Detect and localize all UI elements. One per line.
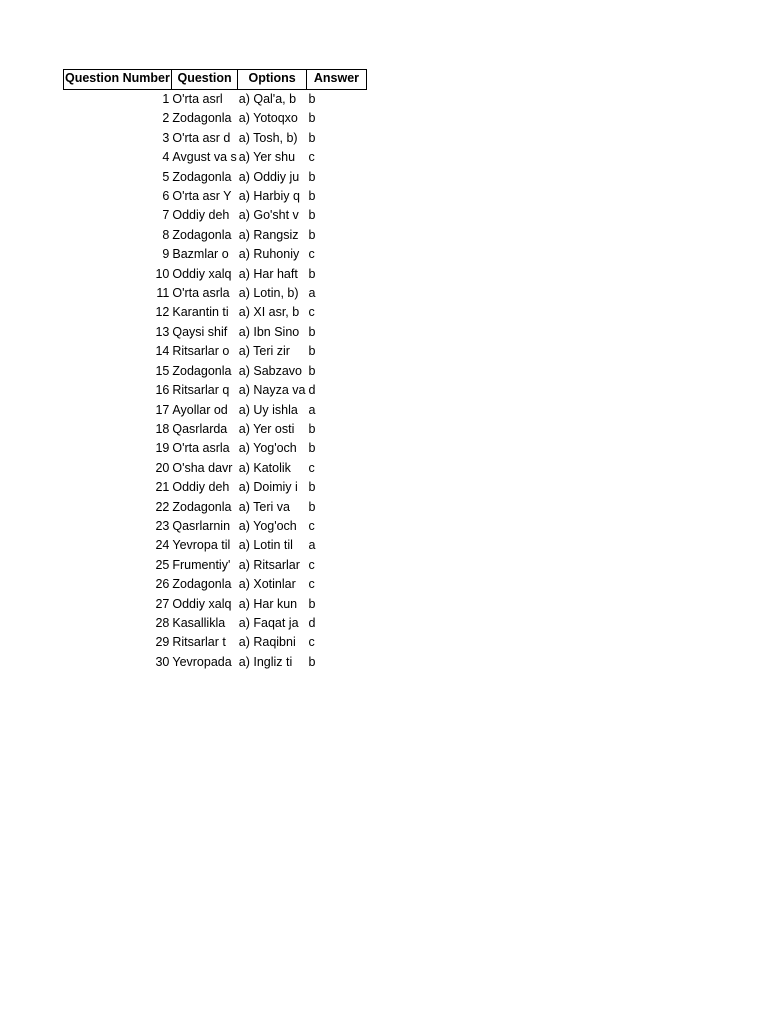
question-number-cell[interactable]: 17 [155, 402, 170, 417]
table-row [64, 284, 367, 303]
answer-cell[interactable]: a [308, 538, 316, 553]
answer-cell[interactable]: c [308, 635, 315, 650]
answer-cell[interactable]: b [308, 130, 316, 145]
header-question[interactable]: Question [171, 70, 237, 90]
question-cell[interactable]: Bazmlar o [172, 247, 229, 262]
table-row [64, 614, 367, 633]
question-number-cell[interactable]: 27 [155, 596, 170, 611]
options-cell[interactable]: a) Ibn Sino [238, 324, 300, 339]
question-cell[interactable]: Ayollar od [172, 402, 228, 417]
question-cell[interactable]: Frumentiy' [172, 557, 231, 572]
question-cell[interactable]: Kasallikla [172, 615, 226, 630]
table-row [64, 168, 367, 187]
table-row [64, 148, 367, 167]
header-answer[interactable]: Answer [306, 70, 366, 90]
options-cell[interactable]: a) Faqat ja [238, 615, 299, 630]
table-row [64, 342, 367, 361]
question-number-cell[interactable]: 23 [155, 518, 170, 533]
answer-cell[interactable]: c [308, 305, 315, 320]
table-row [64, 206, 367, 225]
table-row [64, 401, 367, 420]
question-number-cell[interactable]: 15 [155, 363, 170, 378]
answer-cell[interactable]: c [308, 150, 315, 165]
options-cell[interactable]: a) Doimiy i [238, 480, 298, 495]
table-row [64, 420, 367, 439]
question-number-cell[interactable]: 28 [155, 615, 170, 630]
question-number-cell[interactable]: 6 [162, 189, 170, 204]
table-row [64, 575, 367, 594]
question-number-cell[interactable]: 3 [162, 130, 170, 145]
question-cell[interactable]: O'rta asr d [172, 130, 231, 145]
answer-cell[interactable]: b [308, 596, 316, 611]
answer-cell[interactable]: b [308, 480, 316, 495]
table-row [64, 478, 367, 497]
table-row [64, 303, 367, 322]
answer-cell[interactable]: b [308, 363, 316, 378]
question-cell[interactable]: Yevropa til [172, 538, 231, 553]
answer-cell[interactable]: b [308, 169, 316, 184]
table-row [64, 245, 367, 264]
question-number-cell[interactable]: 4 [162, 150, 170, 165]
options-cell[interactable]: a) Sabzavo [238, 363, 302, 378]
question-cell[interactable]: Oddiy deh [172, 208, 230, 223]
question-cell[interactable]: Zodagonla [172, 577, 232, 592]
question-cell[interactable]: Ritsarlar o [172, 344, 230, 359]
answer-cell[interactable]: b [308, 421, 316, 436]
header-row [64, 70, 367, 90]
options-cell[interactable]: a) Tosh, b) [238, 130, 298, 145]
options-cell[interactable]: a) Yog'och [238, 441, 297, 456]
question-cell[interactable]: Zodagonla [172, 363, 232, 378]
answer-cell[interactable]: b [308, 324, 316, 339]
options-cell[interactable]: a) Har kun [238, 596, 298, 611]
question-number-cell[interactable]: 5 [162, 169, 170, 184]
question-cell[interactable]: O'rta asrla [172, 286, 230, 301]
options-cell[interactable]: a) Har haft [238, 266, 298, 281]
options-cell[interactable]: a) Yer shu [238, 150, 296, 165]
table-row [64, 323, 367, 342]
table-row [64, 595, 367, 614]
question-cell[interactable]: O'rta asr Y [172, 189, 232, 204]
question-number-cell[interactable]: 2 [162, 111, 170, 126]
question-number-cell[interactable]: 12 [155, 305, 170, 320]
answer-cell[interactable]: d [308, 615, 316, 630]
table-row [64, 459, 367, 478]
answer-cell[interactable]: b [308, 441, 316, 456]
options-cell[interactable]: a) Katolik [238, 460, 291, 475]
answer-cell[interactable]: d [308, 383, 316, 398]
question-number-cell[interactable]: 24 [155, 538, 170, 553]
answer-cell[interactable]: b [308, 499, 316, 514]
question-cell[interactable]: Zodagonla [172, 499, 232, 514]
question-number-cell[interactable]: 13 [155, 324, 170, 339]
question-cell[interactable]: Ritsarlar t [172, 635, 226, 650]
question-cell[interactable]: Oddiy xalq [172, 596, 232, 611]
question-number-cell[interactable]: 7 [162, 208, 170, 223]
options-cell[interactable]: a) Rangsiz [238, 227, 299, 242]
answer-cell[interactable]: a [308, 286, 316, 301]
question-cell[interactable]: Qasrlarnin [172, 518, 231, 533]
options-cell[interactable]: a) Harbiy q [238, 189, 300, 204]
table-row [64, 381, 367, 400]
table-row [64, 362, 367, 381]
question-cell[interactable]: Zodagonla [172, 227, 232, 242]
question-cell[interactable]: Qasrlarda [172, 421, 228, 436]
table-row [64, 498, 367, 517]
question-cell[interactable]: O'sha davr [172, 460, 233, 475]
options-cell[interactable]: a) XI asr, b [238, 305, 300, 320]
options-cell[interactable]: a) Ingliz ti [238, 654, 293, 669]
question-number-cell[interactable]: 14 [155, 344, 170, 359]
table-row [64, 556, 367, 575]
table-row [64, 187, 367, 206]
question-cell[interactable]: Ritsarlar q [172, 383, 230, 398]
options-cell[interactable]: a) Lotin, b) [238, 286, 299, 301]
table-row [64, 265, 367, 284]
answer-cell[interactable]: b [308, 654, 316, 669]
answer-cell[interactable]: b [308, 111, 316, 126]
options-cell[interactable]: a) Go'sht v [238, 208, 299, 223]
question-cell[interactable]: O'rta asrla [172, 441, 230, 456]
table-row [64, 109, 367, 128]
answer-cell[interactable]: c [308, 577, 315, 592]
header-options[interactable]: Options [238, 70, 307, 90]
options-cell[interactable]: a) Oddiy ju [238, 169, 300, 184]
table-row [64, 439, 367, 458]
header-question-number[interactable]: Question Number [64, 70, 172, 90]
question-number-cell[interactable]: 21 [155, 480, 170, 495]
question-cell[interactable]: Oddiy deh [172, 480, 230, 495]
answer-cell[interactable]: c [308, 247, 315, 262]
question-number-cell[interactable]: 9 [162, 247, 170, 262]
table-row [64, 129, 367, 148]
answer-cell[interactable]: b [308, 227, 316, 242]
question-cell[interactable]: Yevropada [172, 654, 232, 669]
question-number-cell[interactable]: 29 [155, 635, 170, 650]
question-cell[interactable]: Zodagonla [172, 111, 232, 126]
question-number-cell[interactable]: 19 [155, 441, 170, 456]
options-cell[interactable]: a) Teri va [238, 499, 290, 514]
question-cell[interactable]: Oddiy xalq [172, 266, 232, 281]
options-cell[interactable]: a) Nayza va [238, 383, 306, 398]
options-cell[interactable]: a) Yer osti [238, 421, 295, 436]
options-cell[interactable]: a) Ritsarlar [238, 557, 300, 572]
options-cell[interactable]: a) Uy ishla [238, 402, 298, 417]
answer-cell[interactable]: b [308, 189, 316, 204]
options-cell[interactable]: a) Teri zir [238, 344, 290, 359]
question-number-cell[interactable]: 11 [156, 286, 170, 301]
question-number-cell[interactable]: 1 [162, 92, 170, 106]
question-number-cell[interactable]: 16 [155, 383, 170, 398]
question-cell[interactable]: Zodagonla [172, 169, 232, 184]
answer-cell[interactable]: b [308, 92, 316, 106]
question-number-cell[interactable]: 18 [155, 421, 170, 436]
question-number-cell[interactable]: 20 [155, 460, 170, 475]
answer-cell[interactable]: b [308, 266, 316, 281]
options-cell[interactable]: a) Qal'a, b [238, 92, 297, 106]
answer-cell[interactable]: c [308, 460, 315, 475]
answer-cell[interactable]: b [308, 344, 316, 359]
question-number-cell[interactable]: 30 [155, 654, 170, 669]
question-number-cell[interactable]: 25 [155, 557, 170, 572]
table-row [64, 633, 367, 652]
options-cell[interactable]: a) Yog'och [238, 518, 297, 533]
question-number-cell[interactable]: 26 [155, 577, 170, 592]
table-row [64, 653, 367, 672]
quiz-table [63, 69, 367, 672]
options-cell[interactable]: a) Yotoqxo [238, 111, 298, 126]
question-cell[interactable]: Qaysi shif [172, 324, 228, 339]
question-cell[interactable]: Avgust va s [172, 150, 237, 165]
question-number-cell[interactable]: 8 [162, 227, 170, 242]
answer-cell[interactable]: a [308, 402, 316, 417]
options-cell[interactable]: a) Lotin til [238, 538, 293, 553]
answer-cell[interactable]: b [308, 208, 316, 223]
question-number-cell[interactable]: 10 [155, 266, 170, 281]
table-row [64, 226, 367, 245]
options-cell[interactable]: a) Ruhoniy [238, 247, 300, 262]
answer-cell[interactable]: c [308, 557, 315, 572]
question-cell[interactable]: O'rta asrl [172, 92, 223, 106]
table-row [64, 536, 367, 555]
question-cell[interactable]: Karantin ti [172, 305, 229, 320]
answer-cell[interactable]: c [308, 518, 315, 533]
question-number-cell[interactable]: 22 [155, 499, 170, 514]
spreadsheet [63, 69, 367, 672]
table-row [64, 517, 367, 536]
options-cell[interactable]: a) Raqibni [238, 635, 296, 650]
options-cell[interactable]: a) Xotinlar [238, 577, 296, 592]
table-row [64, 90, 367, 110]
